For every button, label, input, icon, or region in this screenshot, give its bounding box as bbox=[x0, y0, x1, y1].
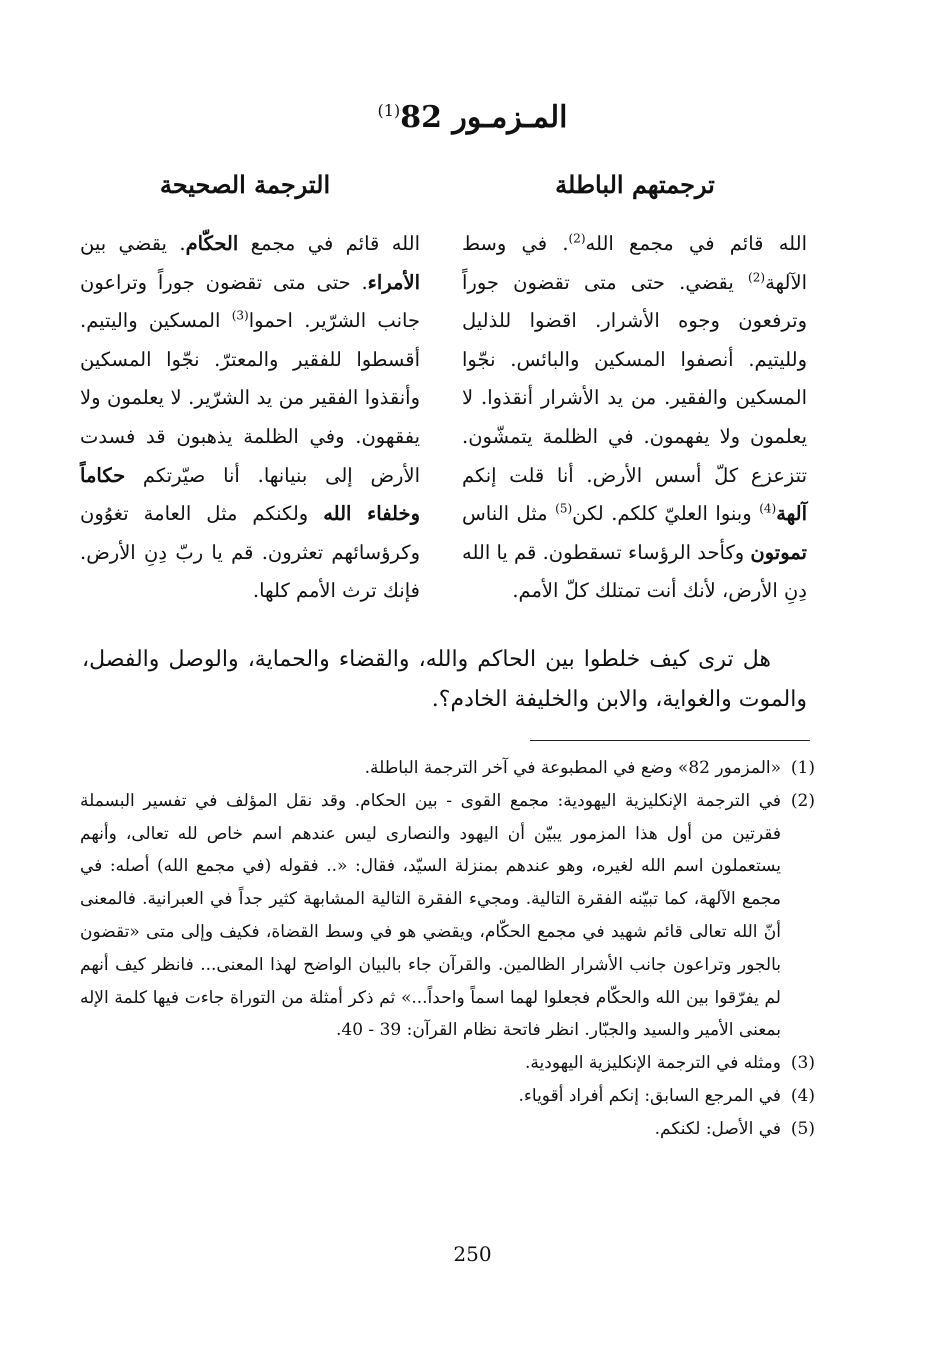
footnote-ref: (3) bbox=[231, 308, 249, 323]
footnote-number: (2) bbox=[790, 790, 815, 811]
footnote-text: «المزمور 82» وضع في المطبوعة في آخر الترجمة الباطلة. bbox=[364, 758, 781, 778]
title-footnote-ref: (1) bbox=[377, 101, 401, 120]
footnote-number: (1) bbox=[790, 758, 815, 778]
footnotes bbox=[80, 752, 815, 1146]
false-translation-heading: ترجمتهم الباطلة bbox=[555, 170, 715, 199]
footnote-text: في الترجمة الإنكليزية اليهودية: مجمع القوى - بين الحكام. وقد نقل المؤلف في تفسير البسملة فقرتين من أول هذا المزمور يبيّن أن اليهود والنصارى ليس عندهم اسم خاص لله تعالى، وأنهم يستعملون اسم الله لغيره، وهو عندهم بمنزلة السيّد، فقال: «.. فقوله (في مجمع الله) أصله: في مجمع الآلهة، كما تبيّنه الفقرة التالية. ومجيء الفقرة التالية المشابهة كثير جداً في العبرانية. فالمعنى أنّ الله تعالى قائم شهيد في مجمع الحكّام، ويقضي هو في وسط القضاة، فكيف وإلى متى «تقضون بالجور وتراعون جانب الأشرار الظالمين. والقرآن جاء بالبيان الواضح لهذا المعنى... فانظر كيف أنهم لم يفرّقوا بين الله والحكّام فجعلوا لهما اسماً واحداً...» ثم ذكر أمثلة من التوراة جاءت فيها كلمة الإله بمعنى الأمير والسيد والجبّار. انظر فاتحة نظام القرآن: 39 - 40. bbox=[80, 790, 781, 1041]
footnote-text: في الأصل: لكنكم. bbox=[654, 1118, 781, 1139]
commentary-paragraph: هل ترى كيف خلطوا بين الحاكم والله، والقضاء والحماية، والوصل والفصل، والموت والغواية، والابن والخليفة الخادم؟. bbox=[82, 647, 807, 712]
page-number: 250 bbox=[453, 1242, 492, 1266]
footnote-text: في المرجع السابق: إنكم أفراد أقوياء. bbox=[518, 1085, 781, 1106]
correct-translation-heading: الترجمة الصحيحة bbox=[159, 170, 331, 199]
footnote-text: ومثله في الترجمة الإنكليزية اليهودية. bbox=[525, 1053, 781, 1074]
footnote-number: (4) bbox=[790, 1085, 815, 1106]
footnote-item bbox=[80, 1113, 815, 1146]
false-translation-text: الله قائم في مجمع الله$^{(2)}$. في وسط الآلهة$^{(2)}$ يقضي. حتى متى تقضون جوراً وترفعون وجوه الأشرار. اقضوا للذليل ولليتيم. أنصفوا المسكين والبائس. نجّوا المسكين والفقير. من يد الأشرار أنقذوا. لا يعلمون ولا يفهمون. في الظلمة يتمشّون. تتزعزع كلّ أسس الأرض. أنا قلت إنكم آلهة$^{(4)}$ وبنوا العليّ كلكم. لكن$^{(5)}$ مثل الناس تموتون وكأحد الرؤساء تسقطون. قم يا الله دِنِ الأرض، لأنك أنت تمتلك كلّ الأمم. bbox=[462, 231, 808, 603]
footnote-item bbox=[80, 785, 815, 1047]
page-title: المـزمـور 82$^{(1)}$ bbox=[377, 100, 568, 135]
footnote-number: (5) bbox=[790, 1118, 815, 1139]
correct-translation-text: الله قائم في مجمع الحكّام. يقضي بين الأمراء. حتى متى تقضون جوراً وتراعون جانب الشرّير. احموا$^{(3)}$ المسكين واليتيم. أقسطوا للفقير والمعترّ. نجّوا المسكين وأنقذوا الفقير من يد الشرّير. لا يعلمون ولا يفقهون. وفي الظلمة يذهبون قد فسدت الأرض إلى بنيانها. أنا صيّرتكم حكاماً وخلفاء الله ولكنكم مثل العامة تغوُون وكرؤسائهم تعثرون. قم يا ربّ دِنِ الأرض. فإنك ترث الأمم كلها. bbox=[80, 232, 420, 603]
footnote-ref: (2) bbox=[748, 270, 766, 285]
footnote-ref: (2) bbox=[568, 231, 586, 246]
footnote-ref: (5) bbox=[555, 501, 573, 516]
footnote-item bbox=[80, 752, 815, 785]
footnote-item bbox=[80, 1047, 815, 1080]
footnote-ref: (4) bbox=[759, 501, 777, 516]
footnote-number: (3) bbox=[790, 1053, 815, 1074]
footnote-divider bbox=[530, 740, 810, 741]
footnote-item bbox=[80, 1080, 815, 1113]
